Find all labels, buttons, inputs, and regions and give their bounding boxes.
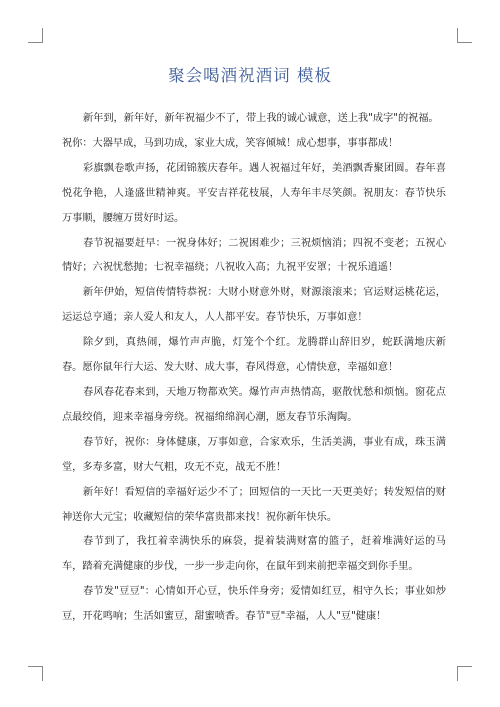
crop-mark-bottom-right — [457, 666, 472, 681]
crop-mark-top-right — [457, 28, 472, 43]
document-title: 聚会喝酒祝酒词 模板 — [168, 66, 332, 85]
crop-mark-top-left — [28, 28, 43, 43]
paragraph: 新年伊始，短信传情特恭祝：大财小财意外财，财源滚滚来；官运财运桃花运，运运总亨通；亲人爱人和友人，人人都平安。春节快乐，万事如意！ — [62, 287, 446, 324]
paragraph: 新年好！看短信的幸福好运少不了；回短信的一天比一天更美好；转发短信的财神送你大元宝；收藏短信的荣华富贵都来找！祝你新年快乐。 — [62, 486, 446, 523]
paragraph: 春节到了，我扛着幸满快乐的麻袋，提着装满财富的篮子，赶着堆满好运的马车，踏着充满健康的步伐，一步一步走向你，在鼠年到来前把幸福交到你手里。 — [62, 536, 446, 573]
document-body — [62, 107, 446, 630]
paragraph: 春节好，祝你：身体健康，万事如意，合家欢乐，生活美满，事业有成，珠玉满堂，多寿多富，财大气粗，攻无不克，战无不胜！ — [62, 436, 446, 473]
paragraph: 春节祝福要赶早：一祝身体好；二祝困难少；三祝烦恼消；四祝不变老；五祝心情好；六祝忧愁抛；七祝幸福绕；八祝收入高；九祝平安罩；十祝乐逍遥！ — [62, 237, 446, 274]
paragraph: 彩旗飘卷歌声扬，花团锦簇庆春年。遇人祝福过年好，美酒飘香聚团圆。春年喜悦花争艳，人逢盛世精神爽。平安吉祥花枝展，人寿年丰尽笑颜。祝朋友：春节快乐万事顺，腰缠万贯好时运。 — [62, 162, 446, 224]
paragraph: 新年到，新年好，新年祝福少不了，带上我的诚心诚意，送上我"成字"的祝福。 — [83, 113, 439, 124]
paragraph: 除夕到，真热闹，爆竹声声脆，灯笼个个红。龙腾群山辞旧岁，蛇跃满地庆新春。愿你鼠年行大运、发大财、成大事，春风得意，心情快意，幸福如意！ — [62, 337, 446, 374]
paragraph: 祝你：大器早成，马到功成，家业大成，笑容倾城！成心想事，事事都成！ — [62, 137, 399, 149]
paragraph: 春风春花春来到，天地万物都欢笑。爆竹声声热情高，驱散忧愁和烦恼。窗花点点最绞俏，迎来幸福身旁绕。祝福绵绵润心潮，愿友春节乐淘陶。 — [62, 386, 446, 423]
crop-mark-bottom-left — [28, 666, 43, 681]
paragraph: 春节发"豆豆"：心情如开心豆，快乐伴身旁；爱情如红豆，相守久长；事业如炒豆，开花鸣响；生活如蜜豆，甜蜜喷香。春节"豆"幸福，人人"豆"健康！ — [62, 586, 446, 623]
